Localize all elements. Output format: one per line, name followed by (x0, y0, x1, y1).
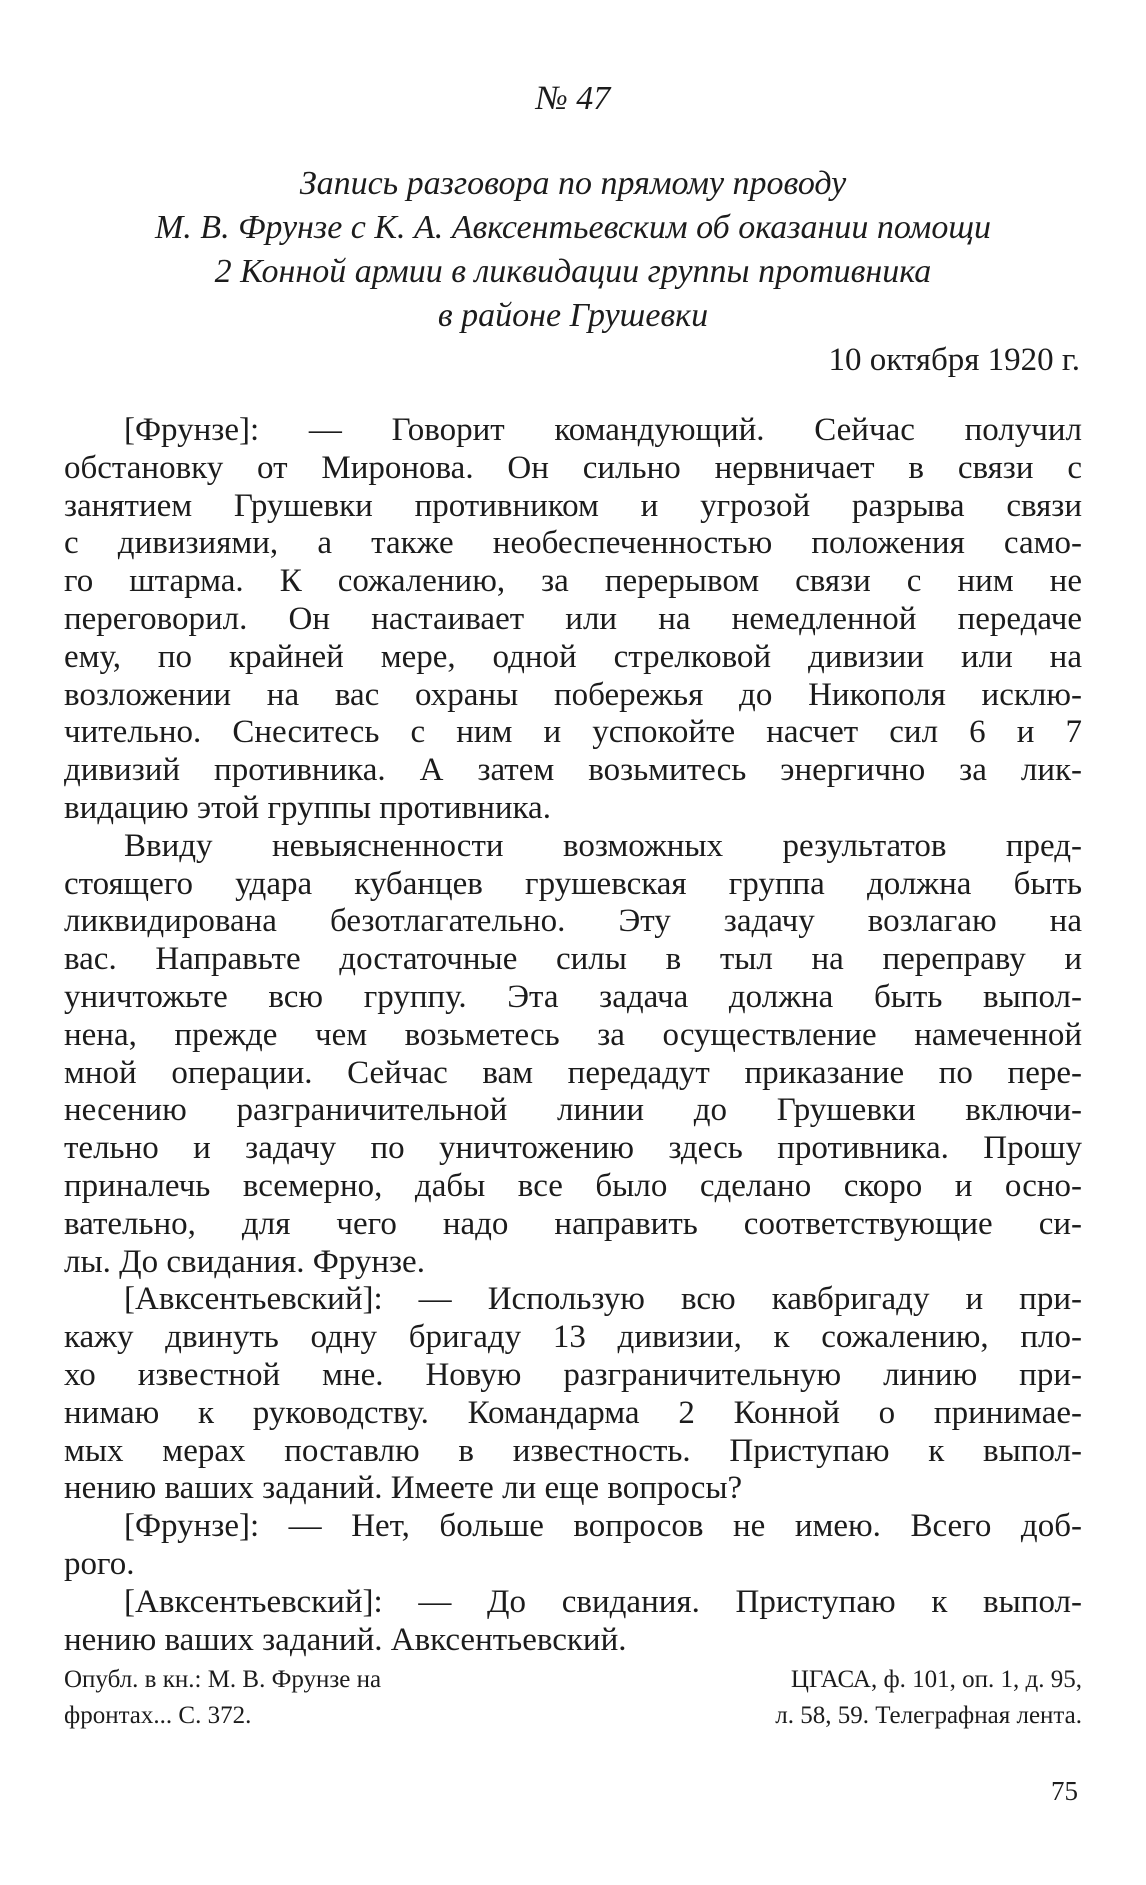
text-line: го штарма. К сожалению, за перерывом связи с ним не (64, 563, 1082, 600)
document-number: № 47 (535, 80, 611, 117)
publication-reference (64, 1662, 381, 1734)
text-line: нена, прежде чем возьметесь за осуществление намеченной (64, 1016, 1082, 1053)
archive-line: л. 58, 59. Телеграфная лента. (775, 1702, 1082, 1729)
text-line: вас. Направьте достаточные силы в тыл на переправу и (64, 941, 1082, 978)
text-line: переговорил. Он настаивает или на немедленной передаче (64, 600, 1082, 637)
text-line: ликвидирована безотлагательно. Эту задачу возлагаю на (64, 903, 1082, 940)
text-line: [Авксентьевский]: — Использую всю кавбригаду и при- (124, 1281, 1082, 1318)
text-line: [Фрунзе]: — Нет, больше вопросов не имею. Всего доб- (124, 1508, 1082, 1545)
archive-line: ЦГАСА, ф. 101, оп. 1, д. 95, (790, 1666, 1082, 1693)
text-line: хо известной мне. Новую разграничительную линию при- (64, 1356, 1082, 1393)
text-line: приналечь всемерно, дабы все было сделано скоро и осно- (64, 1167, 1082, 1204)
text-line: обстановку от Миронова. Он сильно нервничает в связи с (64, 449, 1082, 486)
text-line: ему, по крайней мере, одной стрелковой дивизии или на (64, 638, 1082, 675)
text-line: Ввиду невыясненности возможных результатов пред- (124, 827, 1082, 864)
archive-reference (775, 1662, 1082, 1734)
document-title (60, 162, 1086, 338)
text-line: с дивизиями, а также необеспеченностью положения само- (64, 525, 1082, 562)
text-line: рого. (64, 1545, 135, 1582)
paragraph (64, 412, 1082, 828)
text-line: [Авксентьевский]: — До свидания. Приступаю к выпол- (124, 1583, 1082, 1620)
publication-line: фронтах... С. 372. (64, 1702, 252, 1729)
paragraph (64, 1508, 1082, 1584)
text-line: мых мерах поставлю в известность. Приступаю к выпол- (64, 1432, 1082, 1469)
paragraph (64, 828, 1082, 1282)
title-line: Запись разговора по прямому проводу (299, 165, 847, 202)
text-line: уничтожьте всю группу. Эта задача должна быть выпол- (64, 978, 1082, 1015)
text-line: дивизий противника. А затем возьмитесь энергично за лик- (64, 752, 1082, 789)
text-line: кажу двинуть одну бригаду 13 дивизии, к сожалению, пло- (64, 1319, 1082, 1356)
text-line: стоящего удара кубанцев грушевская группа должна быть (64, 865, 1082, 902)
paragraph (64, 1281, 1082, 1508)
text-line: чительно. Снеситесь с ним и успокойте насчет сил 6 и 7 (64, 714, 1082, 751)
title-line: в районе Грушевки (437, 297, 709, 334)
text-line: мной операции. Сейчас вам передадут приказание по пере- (64, 1054, 1082, 1091)
document-body (64, 412, 1082, 1659)
title-line: 2 Конной армии в ликвидации группы противника (214, 253, 932, 290)
document-date: 10 октября 1920 г. (828, 342, 1080, 378)
text-line: лы. До свидания. Фрунзе. (64, 1243, 425, 1280)
text-line: нению ваших заданий. Имеете ли еще вопросы? (64, 1470, 743, 1507)
text-line: нимаю к руководству. Командарма 2 Конной о принимае- (64, 1394, 1082, 1431)
text-line: видацию этой группы противника. (64, 789, 551, 826)
text-line: нению ваших заданий. Авксентьевский. (64, 1621, 627, 1658)
text-line: возложении на вас охраны побережья до Никополя исклю- (64, 676, 1082, 713)
text-line: [Фрунзе]: — Говорит командующий. Сейчас получил (124, 412, 1082, 448)
text-line: вательно, для чего надо направить соответствующие си- (64, 1205, 1082, 1242)
paragraph (64, 1584, 1082, 1660)
publication-line: Опубл. в кн.: М. В. Фрунзе на (64, 1666, 382, 1693)
text-line: занятием Грушевки противником и угрозой разрыва связи (64, 487, 1082, 524)
page-number: 75 (1051, 1776, 1078, 1806)
text-line: тельно и задачу по уничтожению здесь противника. Прошу (64, 1130, 1082, 1167)
text-line: несению разграничительной линии до Грушевки включи- (64, 1092, 1082, 1129)
title-line: М. В. Фрунзе с К. А. Авксентьевским об оказании помощи (154, 209, 991, 246)
